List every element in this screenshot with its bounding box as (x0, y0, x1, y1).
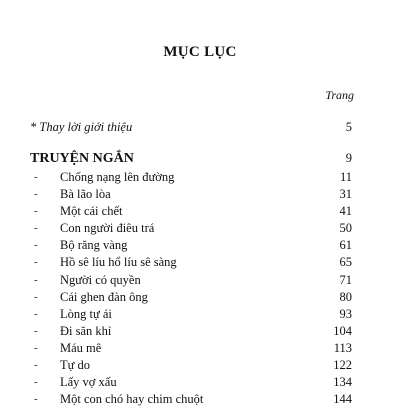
toc-entry-title: Hồ sê líu hổ líu sê sàng (60, 255, 177, 270)
page-column-header: Trang (325, 88, 354, 102)
toc-section-heading (30, 151, 352, 167)
toc-entry-dash: - (34, 376, 38, 389)
toc-entry-page: 65 (339, 255, 352, 270)
toc-entry-title: Người có quyền (60, 272, 141, 287)
toc-entry (30, 289, 352, 306)
toc-entry (30, 272, 352, 289)
toc-entry (30, 203, 352, 220)
toc-entry-title: Bộ răng vàng (60, 238, 128, 253)
toc-entry-dash: - (34, 273, 38, 286)
toc-intro-prefix: * (30, 120, 37, 134)
toc-entry-page: 61 (339, 238, 352, 253)
toc-entry-page: 113 (333, 340, 352, 355)
toc-entry (30, 340, 352, 357)
toc-entry-title: Bà lão lòa (60, 187, 111, 202)
toc-entry-dash: - (34, 359, 38, 372)
toc-intro-page: 5 (345, 120, 352, 134)
toc-entry-page: 71 (339, 272, 352, 287)
toc-entry-title: Một cái chết (60, 204, 123, 219)
page-title: MỤC LỤC (163, 44, 237, 60)
toc-entry-title: Con người điêu trá (60, 221, 155, 236)
toc-entry-dash: - (34, 222, 38, 235)
toc-entry (30, 323, 352, 340)
toc-entry (30, 357, 352, 374)
toc-section-label: TRUYỆN NGẮN (30, 151, 134, 166)
toc-intro-label (30, 120, 132, 135)
toc-entry-dash: - (34, 171, 38, 183)
toc-entry (30, 254, 352, 271)
toc-entry-page: 93 (339, 306, 352, 321)
toc-entry-page: 144 (333, 392, 352, 407)
toc-entry (30, 186, 352, 203)
toc-entry-page: 41 (339, 204, 352, 219)
toc-entry-dash: - (34, 307, 38, 320)
toc-entry-page: 11 (339, 170, 352, 184)
toc-entry-title: Lòng tự ái (60, 306, 112, 321)
toc-entry-dash: - (34, 188, 38, 201)
toc-entry (30, 306, 352, 323)
toc-entry-title: Một con chó hay chim chuột (60, 392, 204, 407)
toc-entry-dash: - (34, 256, 38, 269)
toc-entry-title: Cái ghen đàn ông (60, 289, 148, 304)
toc-entry-page: 122 (333, 358, 352, 373)
toc-entry-dash: - (34, 205, 38, 218)
toc-entry-title: Tự do (60, 358, 91, 373)
toc-entry (30, 374, 352, 391)
toc-section-page: 9 (345, 151, 352, 165)
toc-entry (30, 169, 352, 186)
toc-entry-page: 104 (333, 323, 352, 338)
toc-entry (30, 237, 352, 254)
toc-entry-dash: - (34, 324, 38, 337)
toc-entry-page: 80 (339, 289, 352, 304)
toc-entry-title: Đi săn khỉ (60, 323, 112, 338)
toc-entry-title: Chống nạng lên đường (60, 170, 175, 184)
toc-entry-dash: - (34, 341, 38, 354)
toc-entry-title: Lấy vợ xấu (60, 375, 117, 390)
toc-entry-page: 50 (339, 221, 352, 236)
toc-entry-dash: - (34, 393, 38, 406)
toc-entry-dash: - (34, 290, 38, 303)
toc-entry-page: 134 (333, 375, 352, 390)
toc-entry-dash: - (34, 239, 38, 252)
toc-intro-row (30, 120, 352, 135)
toc-intro-title: Thay lời giới thiệu (39, 120, 133, 134)
toc-entry (30, 220, 352, 237)
toc-entry-title: Máu mê (60, 340, 102, 355)
toc-entry-list (30, 169, 352, 408)
toc-entry-page: 31 (339, 187, 352, 202)
